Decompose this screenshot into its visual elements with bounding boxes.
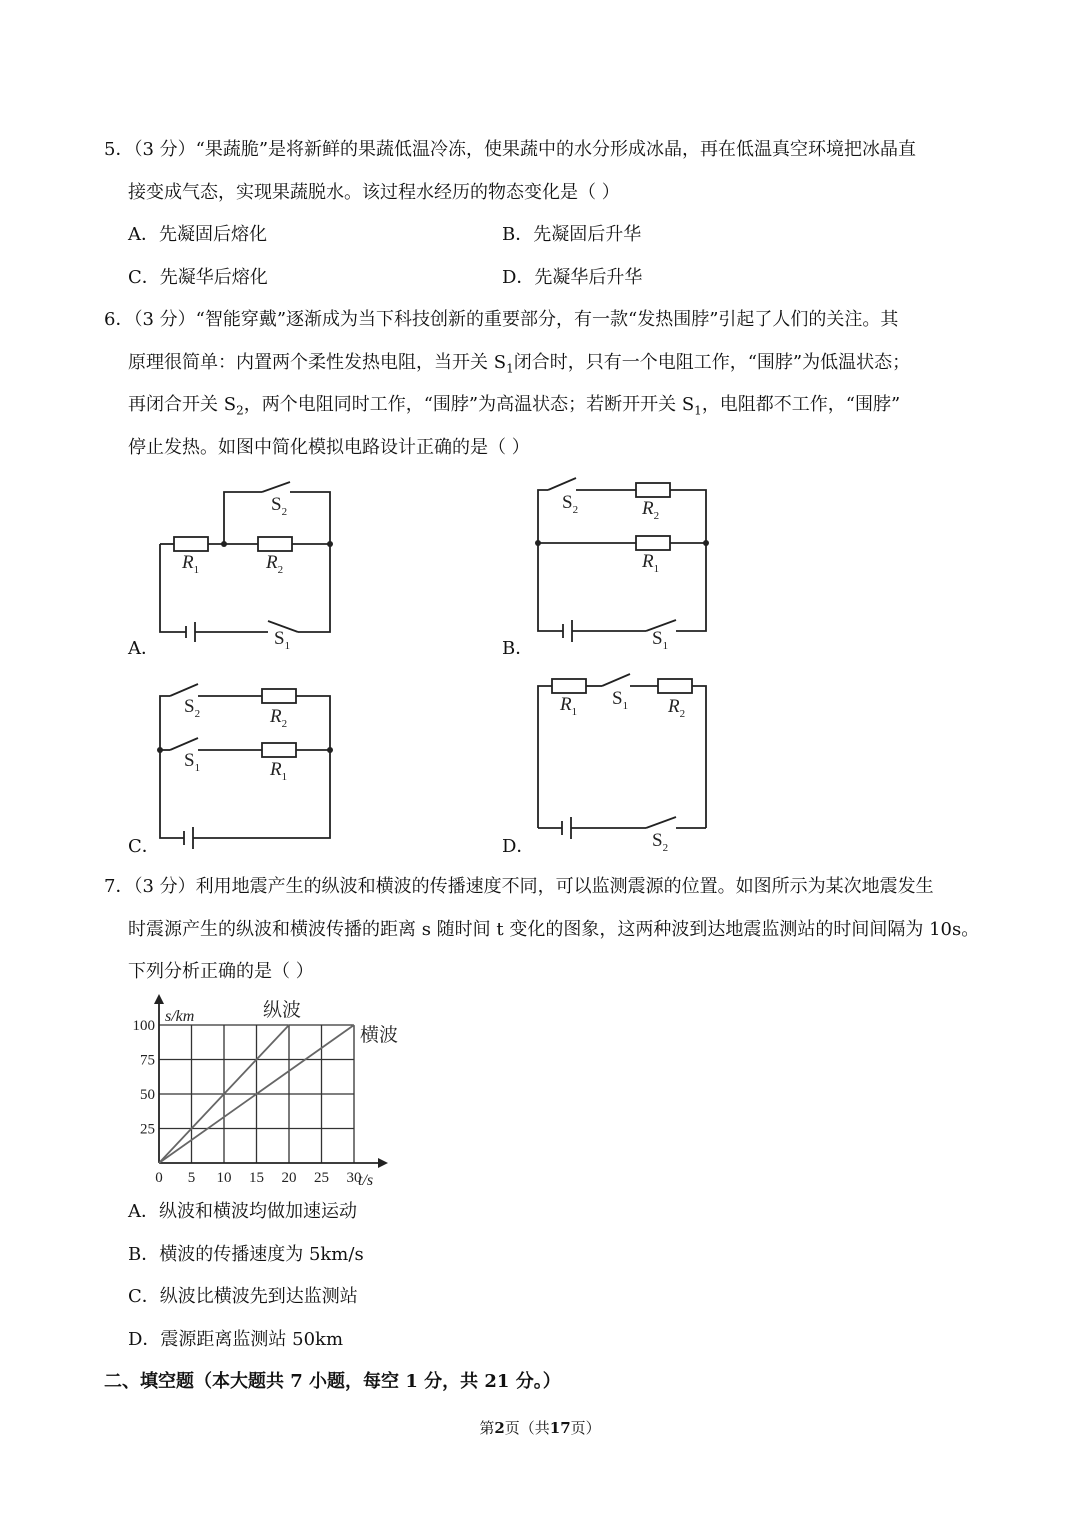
- x-tick-label: 20: [281, 1170, 297, 1186]
- q6-stem-line4: 停止发热。如图中简化模拟电路设计正确的是（ ）: [128, 437, 530, 458]
- circuit-a-letter: A．: [128, 638, 159, 659]
- circuit-c-letter: C．: [128, 836, 160, 857]
- q7-stem-line1: 7．（3 分）利用地震产生的纵波和横波的传播速度不同，可以监测震源的位置。如图所示为某次地震发生: [104, 876, 934, 897]
- q6-stem-line2: 原理很简单：内置两个柔性发热电阻，当开关 $S_1$闭合时，只有一个电阻工作，“围脖”为低温状态；: [128, 352, 911, 376]
- circuit-a-diagram: [150, 480, 350, 660]
- circuit-c-r2-label: $R_2$: [270, 706, 288, 730]
- circuit-d-r1-label: $R_1$: [560, 694, 578, 718]
- circuit-d-s1-label: $S_1$: [612, 688, 629, 712]
- circuit-b-r2-label: $R_2$: [642, 498, 660, 522]
- q7-stem-line2: 时震源产生的纵波和横波传播的距离 s 随时间 t 变化的图象，这两种波到达地震监测站的时间间隔为 10s。: [128, 919, 980, 940]
- x-tick-label: 10: [216, 1170, 232, 1186]
- circuit-a-s1-label: $S_1$: [274, 628, 291, 652]
- circuit-d-s2-label: $S_2$: [652, 830, 669, 854]
- circuit-d-letter: D．: [502, 836, 535, 857]
- circuit-d-r2-label: $R_2$: [668, 696, 686, 720]
- circuit-b-s1-label: $S_1$: [652, 628, 669, 652]
- circuit-c-r1-label: $R_1$: [270, 759, 288, 783]
- q7-option-d: D．震源距离监测站 50km: [128, 1329, 344, 1350]
- y-tick-label: 25: [140, 1121, 155, 1138]
- circuit-a-s2-label: $S_2$: [271, 494, 288, 518]
- series-label-longitudinal: 纵波: [263, 1000, 302, 1021]
- x-tick-label: 25: [314, 1170, 329, 1186]
- q6-stem-line3: 再闭合开关 $S_2$，两个电阻同时工作，“围脖”为高温状态；若断开开关 $S_1$，电阻都不工作，“围脖”: [128, 394, 901, 418]
- s-t-graph: [125, 990, 415, 1190]
- y-axis-label: s/km: [165, 1008, 195, 1025]
- y-tick-label: 100: [132, 1018, 155, 1034]
- x-tick-label: 30: [346, 1170, 362, 1186]
- circuit-a-r2-label: $R_2$: [266, 552, 284, 576]
- section-2-heading: 二、填空题（本大题共 7 小题，每空 1 分，共 21 分。）: [104, 1371, 561, 1392]
- q7-stem-line3: 下列分析正确的是（ ）: [128, 961, 314, 982]
- x-tick-label: 15: [249, 1170, 264, 1186]
- circuit-b-letter: B．: [502, 638, 534, 659]
- circuit-a-r1-label: $R_1$: [182, 552, 200, 576]
- x-axis-arrow: [378, 1158, 388, 1168]
- circuit-c-s2-label: $S_2$: [184, 696, 201, 720]
- y-tick-label: 75: [140, 1052, 155, 1069]
- circuit-b-s2-label: $S_2$: [562, 492, 579, 516]
- circuit-c-s1-label: $S_1$: [184, 750, 201, 774]
- circuit-b-r1-label: $R_1$: [642, 551, 660, 575]
- q7-option-b: B．横波的传播速度为 5km/s: [128, 1244, 364, 1265]
- x-tick-label: 5: [187, 1170, 196, 1186]
- x-axis-label: t/s: [358, 1172, 374, 1189]
- q5-stem-line2: 接变成气态，实现果蔬脱水。该过程水经历的物态变化是（ ）: [128, 182, 620, 203]
- q5-option-b: B．先凝固后升华: [502, 224, 642, 245]
- q6-stem-line1: 6．（3 分）“智能穿戴”逐渐成为当下科技创新的重要部分，有一款“发热围脖”引起了人们的关注。其: [104, 309, 899, 330]
- y-tick-label: 50: [140, 1087, 155, 1103]
- q5-option-a: A．先凝固后熔化: [128, 224, 267, 245]
- page-footer: 第2页（共17页）: [479, 1419, 601, 1437]
- series-label-transverse: 横波: [360, 1024, 399, 1046]
- q5-option-c: C．先凝华后熔化: [128, 267, 268, 288]
- y-axis-arrow: [154, 994, 164, 1004]
- circuit-d-diagram: [528, 668, 718, 858]
- circuit-b-diagram: [528, 468, 718, 658]
- x-tick-label: 0: [155, 1170, 163, 1186]
- q5-stem-line1: 5．（3 分）“果蔬脆”是将新鲜的果蔬低温冷冻，使果蔬中的水分形成冰晶，再在低温真空环境把冰晶直: [104, 139, 917, 160]
- circuit-c-diagram: [150, 676, 350, 856]
- q7-option-a: A．纵波和横波均做加速运动: [128, 1201, 357, 1222]
- q5-option-d: D．先凝华后升华: [502, 267, 643, 288]
- q7-option-c: C．纵波比横波先到达监测站: [128, 1286, 358, 1307]
